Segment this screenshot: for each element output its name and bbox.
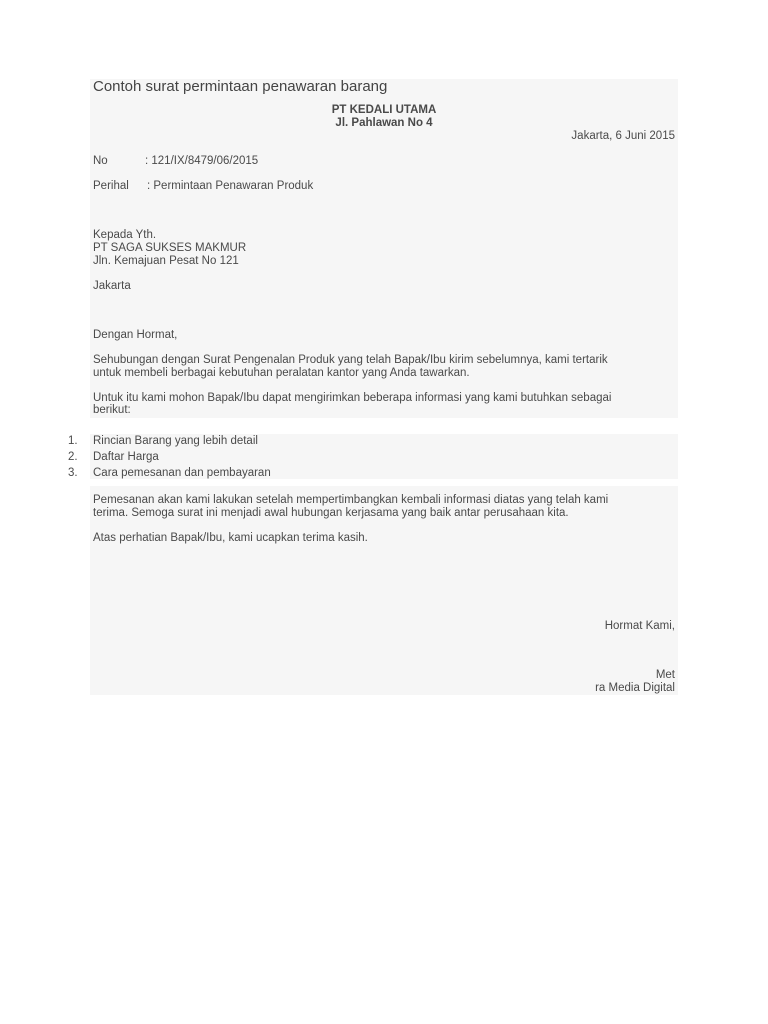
recipient-city: Jakarta [93,280,131,292]
greeting: Dengan Hormat, [93,329,178,341]
list-item: Cara pemesanan dan pembayaran [93,467,271,479]
recipient-line: PT SAGA SUKSES MAKMUR [93,242,247,254]
number-label: No [93,155,108,167]
number-value: : 121/IX/8479/06/2015 [145,155,259,167]
list-number: 1. [68,435,78,447]
company-name: PT KEDALI UTAMA [331,104,437,116]
list-item: Daftar Harga [93,451,159,463]
list-number: 3. [68,467,78,479]
paragraph-line: berikut: [93,404,131,416]
letter-date: Jakarta, 6 Juni 2015 [571,130,675,142]
document-title: Contoh surat permintaan penawaran barang [93,78,388,95]
paragraph-line: Sehubungan dengan Surat Pengenalan Produk yang telah Bapak/Ibu kirim sebelumnya, kami tertarik [93,354,608,366]
recipient-line: Kepada Yth. [93,229,157,241]
paragraph-line: untuk membeli berbagai kebutuhan peralatan kantor yang Anda tawarkan. [93,367,470,379]
subject-value: : Permintaan Penawaran Produk [147,180,314,192]
list-item: Rincian Barang yang lebih detail [93,435,258,447]
signature-line: Met [655,669,675,681]
recipient-line: Jln. Kemajuan Pesat No 121 [93,255,239,267]
paragraph-line: Untuk itu kami mohon Bapak/Ibu dapat mengirimkan beberapa informasi yang kami butuhkan sebagai [93,392,612,404]
paragraph-line: terima. Semoga surat ini menjadi awal hubungan kerjasama yang baik antar perusahaan kita. [93,507,569,519]
closing: Hormat Kami, [604,620,675,632]
list-number: 2. [68,451,78,463]
company-address: Jl. Pahlawan No 4 [335,117,433,129]
subject-label: Perihal [93,180,129,192]
paragraph-line: Pemesanan akan kami lakukan setelah mempertimbangkan kembali informasi diatas yang telah kami [93,494,609,506]
thanks-line: Atas perhatian Bapak/Ibu, kami ucapkan terima kasih. [93,532,368,544]
signature-line: ra Media Digital [595,682,675,694]
